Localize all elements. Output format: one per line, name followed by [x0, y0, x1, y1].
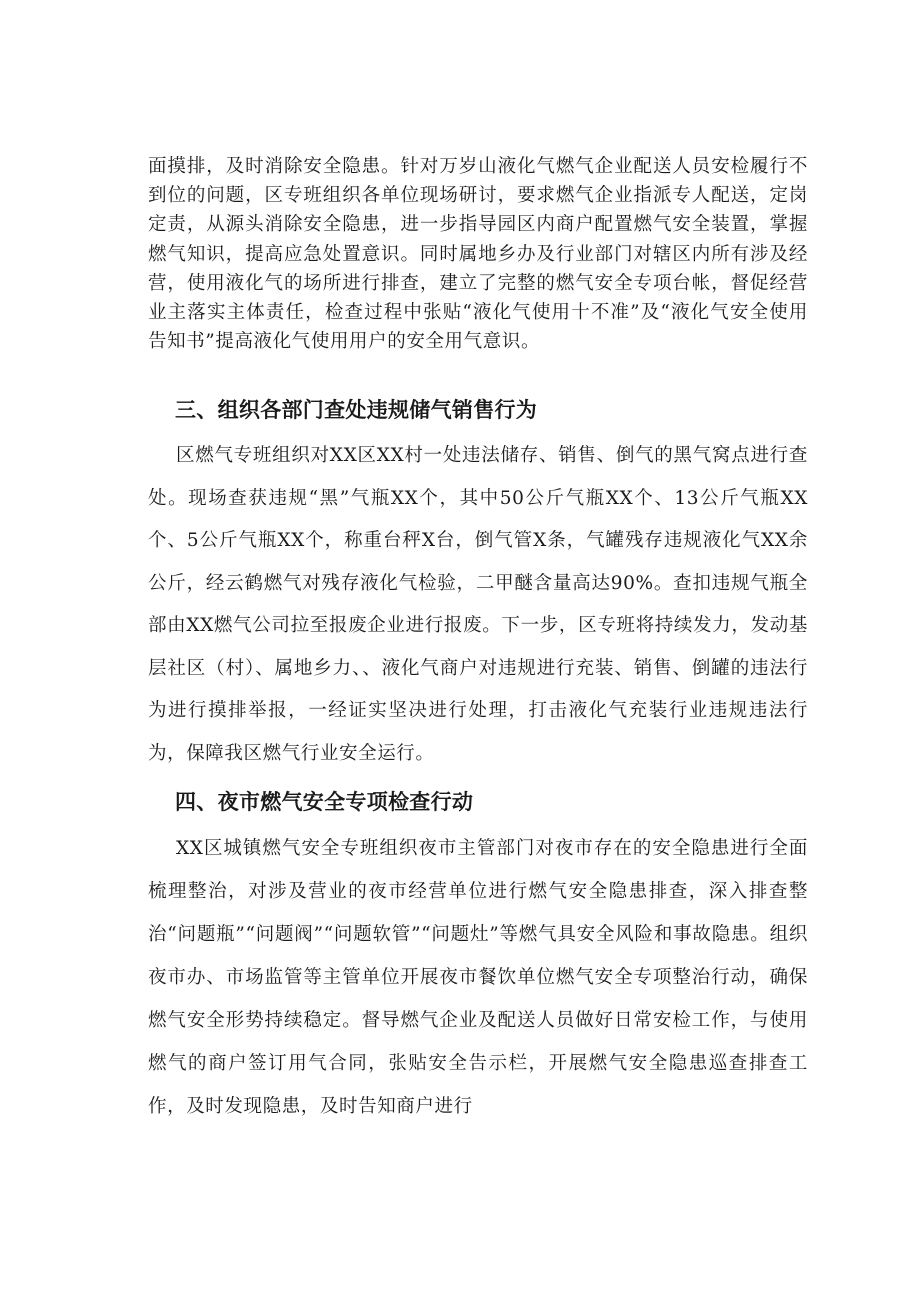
section-heading-4: 四、夜市燃气安全专项检查行动 [175, 790, 474, 814]
body-paragraph-2: 区燃气专班组织对XX区XX村一处违法储存、销售、倒气的黑气窝点进行查处。现场查获违规“黑”气瓶XX个，其中50公斤气瓶XX个、13公斤气瓶XX个、5公斤气瓶XX个，称重台秤X台，倒气管X条，气罐残存违规液化气XX余公斤，经云鹤燃气对残存液化气检验，二甲醚含量高达90%。查扣违规气瓶全部由XX燃气公司拉至报废企业进行报废。下一步，区专班将持续发力，发动基层社区（村）、属地乡力、、液化气商户对违规进行充装、销售、倒罐的违法行为进行摸排举报，一经证实坚决进行处理，打击液化气充装行业违规违法行为，保障我区燃气行业安全运行。 [148, 445, 808, 764]
section-heading-3: 三、组织各部门查处违规储气销售行为 [175, 398, 538, 422]
body-paragraph-1: 面摸排，及时消除安全隐患。针对万岁山液化气燃气企业配送人员安检履行不到位的问题，区专班组织各单位现场研讨，要求燃气企业指派专人配送，定岗定责，从源头消除安全隐患，进一步指导园区内商户配置燃气安全装置，掌握燃气知识，提高应急处置意识。同时属地乡办及行业部门对辖区内所有涉及经营，使用液化气的场所进行排查，建立了完整的燃气安全专项台帐，督促经营业主落实主体责任，检查过程中张贴“液化气使用十不准”及“液化气安全使用告知书”提高液化气使用用户的安全用气意识。 [148, 156, 808, 353]
body-paragraph-3: XX区城镇燃气安全专班组织夜市主管部门对夜市存在的安全隐患进行全面梳理整治，对涉及营业的夜市经营单位进行燃气安全隐患排查，深入排查整治“问题瓶”“问题阀”“问题软管”“问题灶”等燃气具安全风险和事故隐患。组织夜市办、市场监管等主管单位开展夜市餐饮单位燃气安全专项整治行动，确保燃气安全形势持续稳定。督导燃气企业及配送人员做好日常安检工作，与使用燃气的商户签订用气合同，张贴安全告示栏，开展燃气安全隐患巡查排查工作，及时发现隐患，及时告知商户进行 [148, 838, 808, 1117]
